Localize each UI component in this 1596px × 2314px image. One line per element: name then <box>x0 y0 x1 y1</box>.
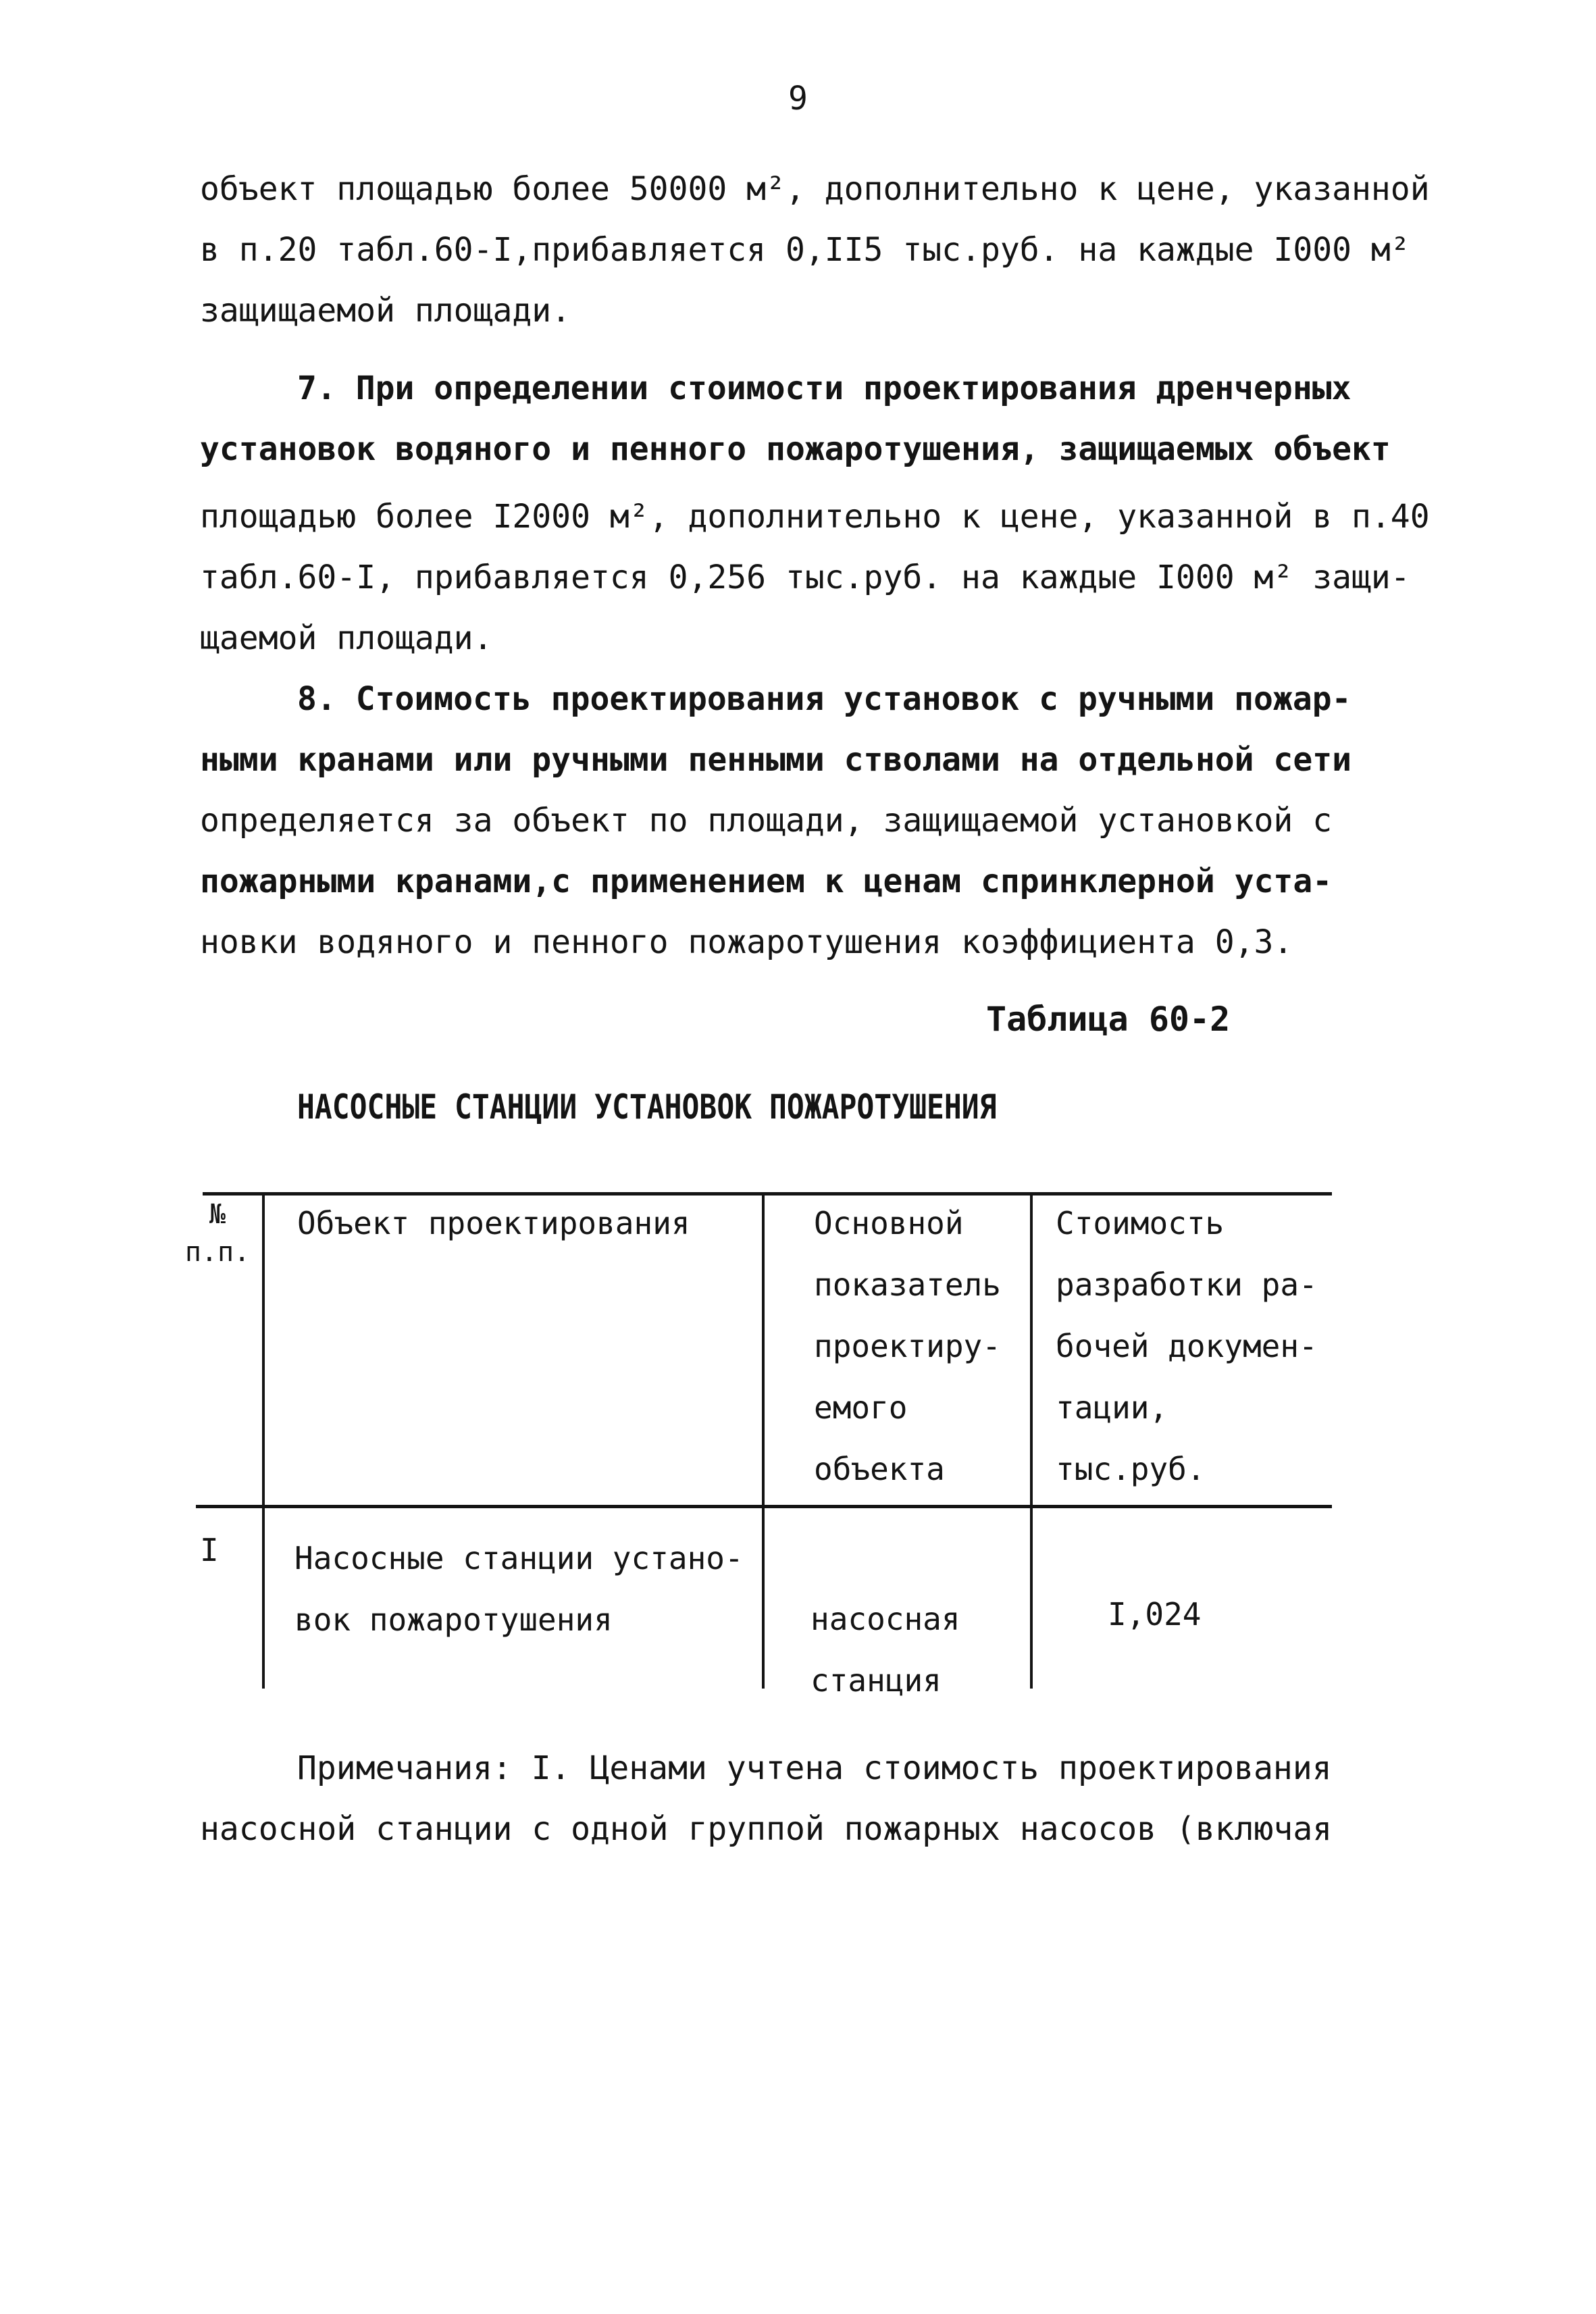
paragraph-6-line-2: в п.20 табл.60-I,прибавляется 0,II5 тыс.руб. на каждые I000 м² <box>200 231 1410 269</box>
table-column-divider-3 <box>1030 1192 1033 1689</box>
paragraph-7-line-2: установок водяного и пенного пожаротушения, защищаемых объект <box>200 430 1391 468</box>
paragraph-8-line-1: 8. Стоимость проектирования установок с ручными пожар- <box>297 680 1352 718</box>
paragraph-8-line-4: пожарными кранами,с применением к ценам спринклерной уста- <box>200 863 1333 900</box>
header-cost: Стоимость разработки ра- бочей докумен- тации, тыс.руб. <box>1056 1205 1318 1487</box>
row-1-cost: I,024 <box>1108 1596 1202 1632</box>
paragraph-6-line-3: защищаемой площади. <box>200 292 571 330</box>
paragraph-8-line-5: новки водяного и пенного пожаротушения коэффициента 0,3. <box>200 923 1293 961</box>
paragraph-6-line-1: объект площадью более 50000 м², дополнительно к цене, указанной <box>200 170 1430 208</box>
notes-line-2: насосной станции с одной группой пожарных насосов (включая <box>200 1810 1333 1848</box>
table-column-divider-2 <box>762 1192 765 1689</box>
notes-line-1: Примечания: I. Ценами учтена стоимость проектирования <box>297 1749 1332 1787</box>
row-1-object: Насосные станции устано- вок пожаротушения <box>294 1540 744 1638</box>
header-indicator: Основной показатель проектиру- емого объекта <box>814 1205 1001 1487</box>
header-object: Объект проектирования <box>297 1205 690 1241</box>
paragraph-8-line-3: определяется за объект по площади, защищаемой установкой с <box>200 802 1333 840</box>
paragraph-7-line-4: табл.60-I, прибавляется 0,256 тыс.руб. на каждые I000 м² защи- <box>200 559 1410 596</box>
paragraph-7-line-5: щаемой площади. <box>200 619 493 657</box>
paragraph-8-line-2: ными кранами или ручными пенными стволами на отдельной сети <box>200 741 1352 779</box>
paragraph-7-line-3: площадью более I2000 м², дополнительно к цене, указанной в п.40 <box>200 498 1430 536</box>
header-num: № п.п. <box>184 1199 251 1268</box>
paragraph-7-line-1: 7. При определении стоимости проектирования дренчерных <box>297 369 1352 407</box>
row-1-indicator: насосная станция <box>810 1601 960 1699</box>
table-title: НАСОСНЫЕ СТАНЦИИ УСТАНОВОК ПОЖАРОТУШЕНИЯ <box>297 1087 997 1127</box>
table-column-divider-1 <box>262 1192 265 1689</box>
table-caption: Таблица 60-2 <box>986 1000 1231 1039</box>
page-number: 9 <box>788 80 808 118</box>
row-1-num: I <box>200 1532 219 1568</box>
